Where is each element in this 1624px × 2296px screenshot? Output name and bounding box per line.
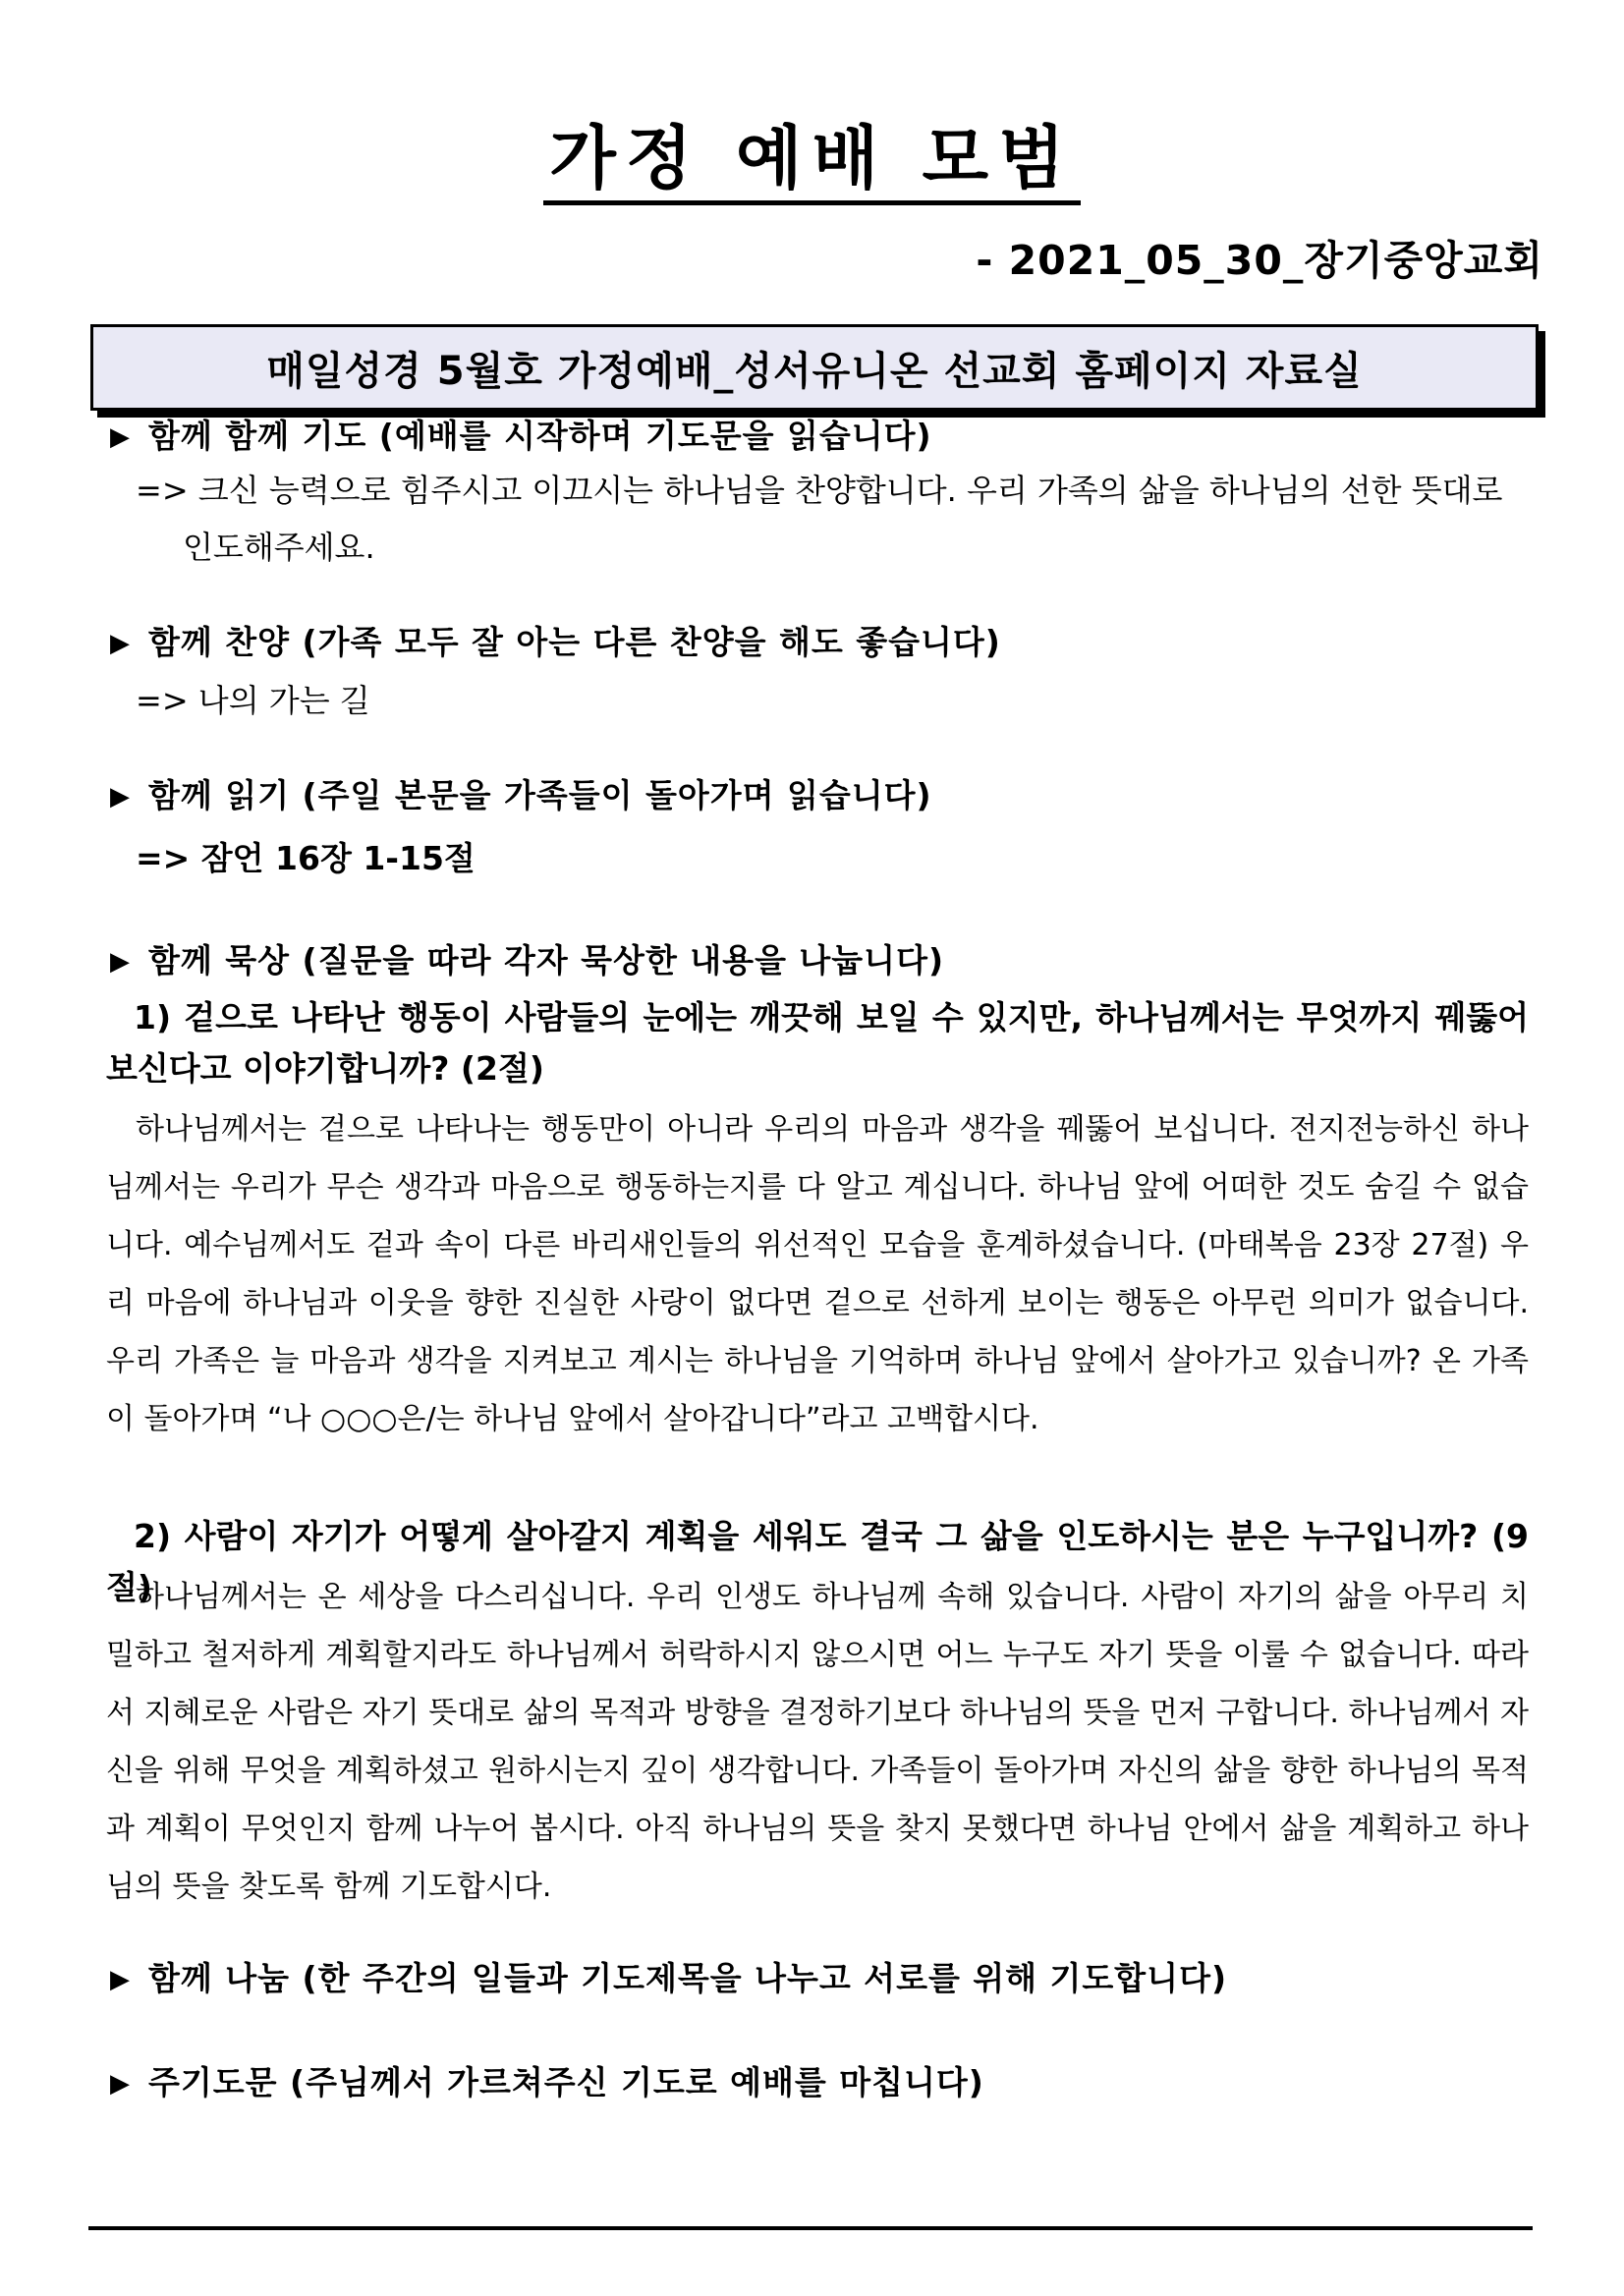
prayer-heading — [110, 411, 932, 457]
praise-answer: => 나의 가는 길 — [136, 682, 370, 719]
meditation-answer-1: 하나님께서는 겉으로 나타나는 행동만이 아니라 우리의 마음과 생각을 꿰뚫어 보십니다. 전지전능하신 하나님께서는 우리가 무슨 생각과 마음으로 행동하는지를 다 알고 계십니다. 하나님 앞에 어떠한 것도 숨길 수 없습니다. 예수님께서도 겉과 속이 다른 바리새인들의 위선적인 모습을 훈계하셨습니다. (마태복음 23장 27절) 우리 마음에 하나님과 이웃을 향한 진실한 사랑이 없다면 겉으로 선하게 보이는 행동은 아무런 의미가 없습니다. 우리 가족은 늘 마음과 생각을 지켜보고 계시는 하나님을 기억하며 하나님 앞에서 살아가고 있습니까? 온 가족이 돌아가며 “나 ○○○은/는 하나님 앞에서 살아갑니다”라고 고백합시다. — [106, 1112, 1529, 1436]
meditation-heading — [110, 935, 944, 981]
triangle-bullet-icon: ▶ — [110, 2069, 131, 2099]
page-title-text: 가정 예배 모범 — [543, 118, 1080, 205]
praise-heading — [110, 617, 1001, 663]
date-church-line: - 2021_05_30_장기중앙교회 — [976, 237, 1543, 284]
sharing-heading-text: 함께 나눔 (한 주간의 일들과 기도제목을 나누고 서로를 위해 기도합니다) — [148, 1959, 1228, 1997]
triangle-bullet-icon: ▶ — [110, 422, 131, 452]
reading-answer: => 잠언 16장 1-15절 — [136, 839, 476, 877]
praise-heading-text: 함께 찬양 (가족 모두 잘 아는 다른 찬양을 해도 좋습니다) — [148, 623, 1001, 661]
prayer-text-line-2: 인도해주세요. — [183, 529, 375, 566]
reading-heading-text: 함께 읽기 (주일 본문을 가족들이 돌아가며 읽습니다) — [148, 776, 932, 814]
meditation-answer-2: 하나님께서는 온 세상을 다스리십니다. 우리 인생도 하나님께 속해 있습니다. 사람이 자기의 삶을 아무리 치밀하고 철저하게 계획할지라도 하나님께서 허락하시지 않으시면 어느 누구도 자기 뜻을 이룰 수 없습니다. 따라서 지혜로운 사람은 자기 뜻대로 삶의 목적과 방향을 결정하기보다 하나님의 뜻을 먼저 구합니다. 하나님께서 자신을 위해 무엇을 계획하셨고 원하시는지 깊이 생각합니다. 가족들이 돌아가며 자신의 삶을 향한 하나님의 목적과 계획이 무엇인지 함께 나누어 봅시다. 아직 하나님의 뜻을 찾지 못했다면 하나님 안에서 삶을 계획하고 하나님의 뜻을 찾도록 함께 기도합시다. — [106, 1580, 1529, 1904]
triangle-bullet-icon: ▶ — [110, 947, 131, 977]
triangle-bullet-icon: ▶ — [110, 782, 131, 812]
sharing-heading — [110, 1953, 1227, 1999]
prayer-text-line-1: => 크신 능력으로 힘주시고 이끄시는 하나님을 찬양합니다. 우리 가족의 삶을 하나님의 선한 뜻대로 — [136, 472, 1503, 509]
prayer-heading-text: 함께 함께 기도 (예배를 시작하며 기도문을 읽습니다) — [148, 417, 932, 455]
lords-prayer-heading — [110, 2057, 984, 2103]
meditation-question-1: 1) 겉으로 나타난 행동이 사람들의 눈에는 깨끗해 보일 수 있지만, 하나님께서는 무엇까지 꿰뚫어 보신다고 이야기합니까? (2절) — [106, 998, 1529, 1088]
reading-heading — [110, 770, 932, 816]
page-title — [0, 103, 1624, 202]
source-banner — [90, 324, 1539, 411]
footer-divider — [88, 2226, 1533, 2230]
meditation-heading-text: 함께 묵상 (질문을 따라 각자 묵상한 내용을 나눕니다) — [148, 941, 945, 980]
triangle-bullet-icon: ▶ — [110, 1965, 131, 1994]
source-banner-text: 매일성경 5월호 가정예배_성서유니온 선교회 홈페이지 자료실 — [266, 348, 1363, 394]
meditation-question-2: 2) 사람이 자기가 어떻게 살아갈지 계획을 세워도 결국 그 삶을 인도하시는 분은 누구입니까? (9절) — [106, 1517, 1529, 1606]
lords-prayer-heading-text: 주기도문 (주님께서 가르쳐주신 기도로 예배를 마칩니다) — [148, 2063, 984, 2101]
triangle-bullet-icon: ▶ — [110, 629, 131, 658]
